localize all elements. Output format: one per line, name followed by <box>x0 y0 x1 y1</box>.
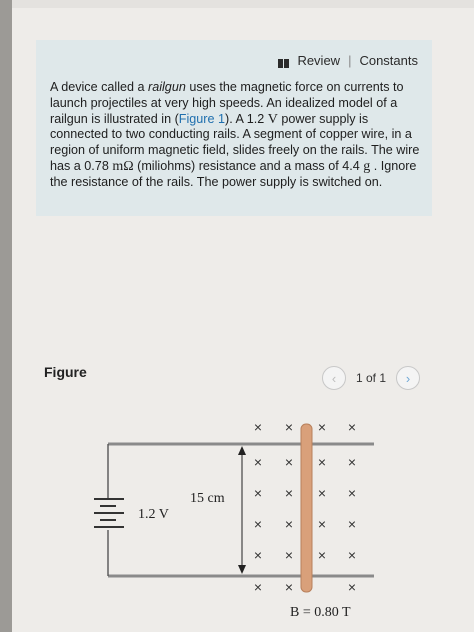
field-x-symbol: × <box>253 419 263 435</box>
field-x-symbol: × <box>253 516 263 532</box>
field-x-symbol: × <box>347 579 357 595</box>
battery-icon <box>94 499 124 527</box>
milliohm-unit: mΩ <box>112 158 134 174</box>
field-x-symbol: × <box>317 454 327 470</box>
distance-label: 15 cm <box>190 491 225 506</box>
link-separator: | <box>348 53 352 68</box>
field-x-symbol: × <box>347 547 357 563</box>
distance-arrow <box>238 446 246 574</box>
review-link[interactable]: Review <box>297 53 341 68</box>
chevron-left-icon: ‹ <box>331 370 337 386</box>
sliding-wire <box>301 424 312 592</box>
problem-text-part: ). A 1.2 <box>225 111 268 126</box>
railgun-term: railgun <box>148 80 186 94</box>
field-x-symbol: × <box>284 454 294 470</box>
field-x-symbol: × <box>347 485 357 501</box>
battery-label: 1.2 V <box>138 507 169 522</box>
pager-count: 1 of 1 <box>356 371 387 385</box>
problem-text-part: (miliohms) resistance and a mass of 4.4 <box>133 158 364 173</box>
volt-unit: V <box>267 111 278 127</box>
field-x-symbol: × <box>317 547 327 563</box>
constants-link[interactable]: Constants <box>359 53 418 68</box>
field-x-symbol: × <box>253 579 263 595</box>
field-x-symbol: × <box>284 485 294 501</box>
problem-text-part: uses the magnetic force on currents to launch projectiles at very high speeds. An idealized model of a railgun is illustrated in ( <box>50 80 404 126</box>
chevron-right-icon: › <box>405 370 411 386</box>
field-x-symbol: × <box>284 516 294 532</box>
field-x-symbol: × <box>284 579 294 595</box>
field-x-symbol: × <box>253 454 263 470</box>
problem-text-part: . Ignore the resistance of the rails. The power supply is switched on. <box>50 158 417 189</box>
field-x-symbol: × <box>253 485 263 501</box>
field-x-symbol: × <box>317 419 327 435</box>
field-x-symbol: × <box>347 454 357 470</box>
problem-text-part: A device called a <box>50 80 149 94</box>
field-x-symbol: × <box>317 516 327 532</box>
problem-text-part: power supply is connected to two conducting rails. A segment of copper wire, in a region of uniform magnetic field, slides freely on the rails. The wire has a 0.78 <box>50 111 420 173</box>
field-x-symbol: × <box>317 485 327 501</box>
gram-unit: g <box>363 158 371 174</box>
figure-link[interactable]: Figure 1 <box>178 111 225 126</box>
field-x-symbol: × <box>253 547 263 563</box>
field-x-symbol: × <box>284 547 294 563</box>
field-x-symbol: × <box>347 419 357 435</box>
field-x-symbol: × <box>284 419 294 435</box>
figure-title: Figure <box>44 364 87 380</box>
field-x-symbol: × <box>347 516 357 532</box>
field-label: B = 0.80 T <box>290 605 351 620</box>
